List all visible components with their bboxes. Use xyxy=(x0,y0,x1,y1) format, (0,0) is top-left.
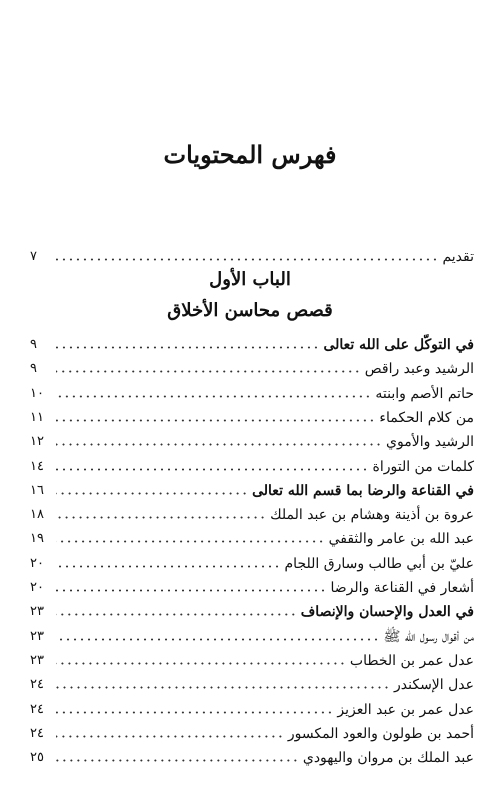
toc-entry-page: ٢٣ xyxy=(30,604,44,620)
toc-entry-label: عروة بن أذينة وهشام بن عبد الملك xyxy=(270,507,474,524)
toc-entry-label: عدل عمر بن عبد العزيز xyxy=(337,701,474,718)
toc-section-entry xyxy=(30,599,474,621)
toc-section-entry xyxy=(30,332,474,354)
toc-entry-label: من كلام الحكماء xyxy=(379,409,474,426)
toc-entry-label: عدل عمر بن الخطاب xyxy=(349,652,474,669)
toc-entry-label: في التوكّل على الله تعالى xyxy=(323,337,474,353)
toc-entry-label: حاتم الأصم وابنته xyxy=(375,385,474,402)
toc-entry-page: ١٠ xyxy=(30,385,44,401)
part-subheading: قصص محاسن الأخلاق xyxy=(167,300,333,321)
dot-leader xyxy=(56,565,281,568)
toc-entry-intro xyxy=(30,244,474,266)
dot-leader xyxy=(56,395,371,398)
toc-entry-label: كلمات من التوراة xyxy=(372,458,474,475)
dot-leader xyxy=(56,735,284,738)
dot-leader xyxy=(56,589,327,592)
toc-entry xyxy=(30,672,474,694)
toc-section-entry xyxy=(30,478,474,500)
toc-entry xyxy=(30,381,474,403)
toc-entry-label: الرشيد وعبد راقص xyxy=(364,361,474,378)
dot-leader xyxy=(56,419,375,422)
toc-entry-page: ٢٣ xyxy=(30,652,44,668)
toc-entry-label: أحمد بن طولون والعود المكسور xyxy=(287,725,474,742)
toc-entry-page: ١٩ xyxy=(30,531,44,547)
toc-entry-label: عبد الله بن عامر والثقفي xyxy=(328,531,474,548)
toc-entry-page: ١٨ xyxy=(30,507,44,523)
dot-leader xyxy=(56,346,319,349)
toc-entry-page: ٢٤ xyxy=(30,725,44,741)
toc-entry-label: من أقوال رسول الله ﷺ xyxy=(383,628,474,645)
toc-entry-page: ٧ xyxy=(30,249,37,264)
dot-leader xyxy=(56,540,325,543)
toc-entry-page: ٢٠ xyxy=(30,580,44,595)
toc-entry xyxy=(30,721,474,743)
toc-entry-label: عليّ بن أبي طالب وسارق اللجام xyxy=(284,555,474,572)
toc-entry-label: في القناعة والرضا بما قسم الله تعالى xyxy=(252,482,474,499)
toc-entry-page: ٩ xyxy=(30,337,37,352)
toc-entry xyxy=(30,575,474,597)
dot-leader xyxy=(56,516,266,519)
toc-entry xyxy=(30,454,474,476)
dot-leader xyxy=(56,443,382,446)
toc-entry-page: ٢٥ xyxy=(30,750,44,766)
toc-entry xyxy=(30,405,474,427)
toc-entry-page: ١٤ xyxy=(30,458,44,474)
toc-entry xyxy=(30,551,474,573)
part-heading: الباب الأول xyxy=(209,269,291,290)
toc-entry xyxy=(30,648,474,670)
toc-entry-page: ١٦ xyxy=(30,482,44,498)
toc-entry-page: ٢٤ xyxy=(30,701,44,717)
toc-entry-page: ١٢ xyxy=(30,434,44,450)
dot-leader xyxy=(56,370,361,373)
toc-entry xyxy=(30,624,474,646)
dot-leader xyxy=(56,662,346,665)
toc-entry-label: عدل الإسكندر xyxy=(394,677,474,694)
toc-entry-page: ٩ xyxy=(30,361,37,377)
toc-entry-label: الرشيد والأموي xyxy=(386,434,474,451)
dot-leader xyxy=(56,613,297,616)
toc-entry xyxy=(30,745,474,767)
toc-entry xyxy=(30,502,474,524)
dot-leader xyxy=(56,638,380,641)
toc-entry-label: عبد الملك بن مروان واليهودي xyxy=(302,750,474,767)
toc-entry-page: ٢٤ xyxy=(30,677,44,693)
toc-entry-label: أشعار في القناعة والرضا xyxy=(330,580,474,596)
toc-entry-page: ٢٣ xyxy=(30,628,44,644)
toc-entry xyxy=(30,526,474,548)
toc-entry-label: تقديم xyxy=(442,249,474,265)
dot-leader xyxy=(56,759,299,762)
dot-leader xyxy=(56,686,390,689)
toc-entry xyxy=(30,356,474,378)
dot-leader xyxy=(56,258,438,261)
dot-leader xyxy=(56,492,248,495)
dot-leader xyxy=(56,711,333,714)
toc-entry-page: ١١ xyxy=(30,409,44,425)
toc-entry-label: في العدل والإحسان والإنصاف xyxy=(300,604,474,621)
toc-entry xyxy=(30,429,474,451)
toc-entry-page: ٢٠ xyxy=(30,555,44,571)
dot-leader xyxy=(56,468,369,471)
page-title: فهرس المحتويات xyxy=(163,140,337,169)
toc-entry xyxy=(30,697,474,719)
